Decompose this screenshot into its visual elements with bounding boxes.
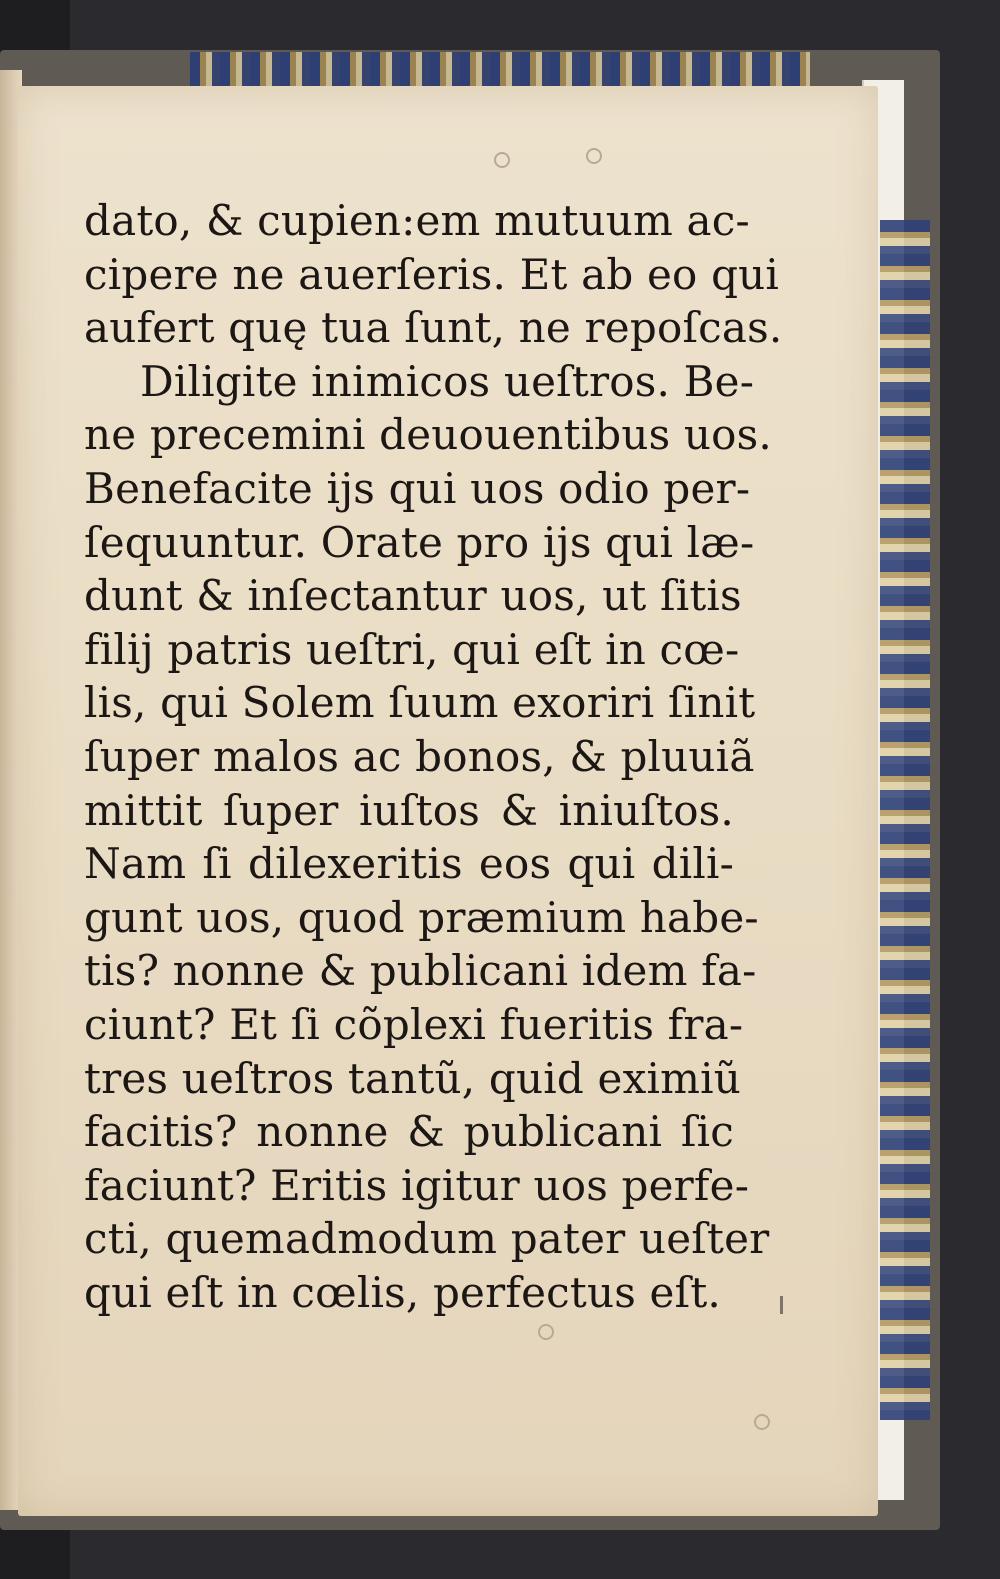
text-line: gunt uos, quod præmium habe-: [84, 892, 759, 942]
text-line: Benefacite ijs qui uos odio per-: [84, 463, 751, 513]
text-line: facitis? nonne & publicani ſic: [84, 1107, 734, 1157]
text-line: ciunt? Et ſi cõplexi fueritis fra-: [84, 999, 744, 1049]
text-line: faciunt? Eritis igitur uos perfe-: [84, 1160, 750, 1210]
text-line: Nam ſi dilexeritis eos qui dili-: [84, 839, 734, 889]
text-line: ſuper malos ac bonos, & pluuiã: [84, 731, 755, 781]
text-line: tres ueſtros tantũ, quid eximiũ: [84, 1053, 741, 1103]
text-line: aufert quę tua ſunt, ne repoſcas.: [84, 303, 783, 353]
page-stain: [586, 148, 602, 164]
page-stain: [494, 152, 510, 168]
marbled-edge-top: [190, 52, 810, 88]
text-line: cipere ne auerſeris. Et ab eo qui: [84, 249, 780, 299]
text-line: qui eſt in cœlis, perfectus eſt.: [84, 1267, 721, 1317]
text-line: lis, qui Solem ſuum exoriri ſinit: [84, 678, 756, 728]
page-mark: [780, 1296, 783, 1314]
text-line: cti, quemadmodum pater ueſter: [84, 1214, 770, 1264]
text-line: dunt & inſectantur uos, ut ſitis: [84, 571, 742, 621]
marbled-edge-right: [880, 220, 930, 1420]
page-text: [84, 194, 783, 1319]
text-line: dato, & cupien:em mutuum ac-: [84, 196, 750, 245]
text-line: tis? nonne & publicani idem fa-: [84, 946, 757, 996]
text-line: mittit ſuper iuſtos & iniuſtos.: [84, 785, 734, 835]
page-stain: [754, 1414, 770, 1430]
text-line: filij patris ueſtri, qui eſt in cœ-: [84, 624, 740, 674]
text-line: Diligite inimicos ueſtros. Be-: [140, 356, 755, 406]
text-line: ne precemini deuouentibus uos.: [84, 410, 772, 460]
page-stain: [538, 1324, 554, 1340]
text-line: ſequuntur. Orate pro ijs qui læ-: [84, 517, 755, 567]
